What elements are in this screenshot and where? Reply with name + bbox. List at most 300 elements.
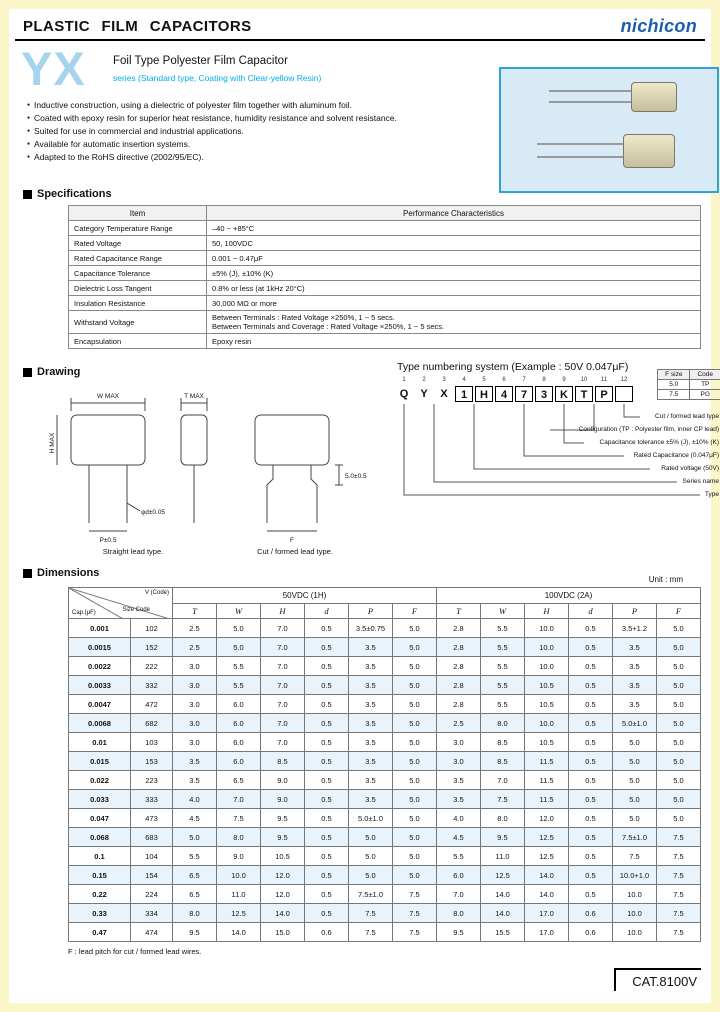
dims-row [69,809,701,828]
dim-value-cell: 5.0 [613,790,657,809]
dimensions-table [68,587,701,942]
section-square-icon [23,368,32,377]
spec-value-line: 0.8% or less (at 1kHz 20°C) [212,283,305,293]
capacitor-photo [515,129,711,175]
size-code-cell: 223 [131,771,173,790]
feature-item: ● Suited for use in commercial and industrial applications. [27,125,489,138]
size-code-cell: 332 [131,676,173,695]
spec-row [69,311,701,334]
dim-value-cell: 0.5 [305,904,349,923]
dim-value-cell: 0.5 [305,885,349,904]
dim-col-header: W [481,604,525,619]
dim-value-cell: 3.0 [173,714,217,733]
spec-col-performance: Performance Characteristics [207,206,701,221]
spec-header-row [69,206,701,221]
dims-row [69,676,701,695]
dim-value-cell: 7.5 [613,847,657,866]
spec-row [69,236,701,251]
page-header [15,13,705,41]
cap-value-cell: 0.068 [69,828,131,847]
tn-label-configuration: Configuration (TP : Polyester film, inner CP lead) [578,426,719,433]
dim-d: φd±0.05 [141,509,166,516]
position-number: 12 [620,377,628,383]
dim-f: F [290,537,294,544]
fsize-col: F size [658,370,690,380]
dim-value-cell: 10.5 [525,676,569,695]
dim-value-cell: 0.5 [569,752,613,771]
dim-value-cell: 11.0 [481,847,525,866]
dim-value-cell: 0.5 [569,847,613,866]
position-number: 5 [482,377,486,383]
position-number: 3 [442,377,446,383]
spec-value-cell [207,281,701,296]
dim-value-cell: 0.6 [305,923,349,942]
dimensions-footnote: F : lead pitch for cut / formed lead wires. [68,947,202,956]
spec-value-cell [207,221,701,236]
corner-voltage-label: V (Code) [144,590,169,596]
dim-value-cell: 0.5 [569,657,613,676]
cap-value-cell: 0.0047 [69,695,131,714]
dim-value-cell: 7.5 [657,828,701,847]
corner-size-label: Size Code [122,607,150,613]
group-header-50v: 50VDC (1H) [173,588,437,604]
dim-value-cell: 5.0 [657,790,701,809]
dim-value-cell: 7.0 [261,657,305,676]
outline-drawing [45,385,381,557]
dim-value-cell: 5.0 [657,676,701,695]
dim-value-cell: 0.5 [569,828,613,847]
dim-value-cell: 14.0 [525,885,569,904]
position-number: 10 [580,377,588,383]
dim-value-cell: 5.0 [393,638,437,657]
section-title-drawing: Drawing [37,366,81,378]
dim-value-cell: 5.0 [393,866,437,885]
dim-value-cell: 8.0 [217,828,261,847]
dim-col-header: P [613,604,657,619]
corner-header [69,588,173,619]
dim-value-cell: 10.5 [525,733,569,752]
dim-value-cell: 5.5 [217,657,261,676]
unit-note: Unit : mm [648,575,683,584]
cap-value-cell: 0.0033 [69,676,131,695]
spec-value-cell [207,266,701,281]
capacitor-photo [519,79,709,119]
dim-value-cell: 3.0 [173,695,217,714]
dim-value-cell: 0.5 [569,733,613,752]
series-subtitle: Foil Type Polyester Film Capacitor [113,55,288,67]
dim-value-cell: 14.0 [217,923,261,942]
dim-value-cell: 8.5 [261,752,305,771]
fsize-row [658,390,720,400]
dims-row [69,904,701,923]
feature-item: ● Inductive construction, using a dielectric of polyester film together with aluminum foil. [27,99,489,112]
dim-value-cell: 5.0 [657,809,701,828]
dim-value-cell: 10.5 [525,695,569,714]
section-dimensions [23,567,99,579]
feature-item: ● Adapted to the RoHS directive (2002/95/EC). [27,151,489,164]
lead-wire [537,143,623,145]
code-char: T [575,386,593,402]
dim-value-cell: 5.0 [393,619,437,638]
specifications-table [68,205,701,349]
catalog-number: CAT.8100V [614,968,701,991]
spec-row [69,266,701,281]
code-char: Y [420,388,428,400]
spec-value-cell [207,334,701,349]
dim-value-cell: 5.0 [217,619,261,638]
dim-value-cell: 17.0 [525,923,569,942]
dim-value-cell: 7.5 [657,847,701,866]
fsize-header-row [658,370,720,380]
dim-value-cell: 7.5 [657,923,701,942]
dim-value-cell: 11.0 [217,885,261,904]
corner-cap-label: Cap.(μF) [72,610,96,616]
spec-row [69,221,701,236]
code-char: X [440,388,448,400]
size-code-cell: 334 [131,904,173,923]
dim-value-cell: 12.0 [261,866,305,885]
dim-value-cell: 9.5 [261,828,305,847]
dim-value-cell: 5.0 [613,733,657,752]
dim-value-cell: 4.0 [173,790,217,809]
brand-logo: nichicon [620,15,697,36]
tn-label-lead-type: Cut / formed lead type [655,413,719,420]
dim-value-cell: 10.0 [613,904,657,923]
spec-row [69,296,701,311]
lead-wire [537,156,623,158]
section-square-icon [23,569,32,578]
size-code-cell: 103 [131,733,173,752]
dim-value-cell: 7.5±1.0 [349,885,393,904]
product-photo [499,67,719,193]
code-char [615,386,633,402]
dim-value-cell: 7.5 [349,904,393,923]
dim-value-cell: 10.0 [525,714,569,733]
dim-value-cell: 5.0 [613,771,657,790]
dim-value-cell: 0.5 [305,676,349,695]
spec-value-line: Epoxy resin [212,336,252,346]
dims-row [69,866,701,885]
capacitor-body [623,134,675,168]
dim-value-cell: 0.5 [569,885,613,904]
dim-value-cell: 0.5 [305,619,349,638]
dim-value-cell: 7.5±1.0 [613,828,657,847]
size-code-cell: 683 [131,828,173,847]
dims-row [69,619,701,638]
dim-value-cell: 5.0±1.0 [613,714,657,733]
dim-value-cell: 3.5 [349,657,393,676]
dim-value-cell: 6.0 [437,866,481,885]
dim-value-cell: 5.0±1.0 [349,809,393,828]
dim-value-cell: 5.5 [481,638,525,657]
caption-formed-lead: Cut / formed lead type. [257,547,333,556]
dim-value-cell: 3.5 [437,771,481,790]
dim-value-cell: 5.0 [393,657,437,676]
dim-value-cell: 11.5 [525,771,569,790]
position-number: 9 [562,377,566,383]
tn-label-type: Type [704,491,719,498]
dim-value-cell: 3.5 [349,771,393,790]
spec-value-cell [207,251,701,266]
dim-value-cell: 0.5 [305,752,349,771]
dim-value-cell: 6.5 [217,771,261,790]
cap-value-cell: 0.22 [69,885,131,904]
dim-value-cell: 5.5 [173,847,217,866]
dim-value-cell: 3.5±0.75 [349,619,393,638]
dim-value-cell: 4.5 [173,809,217,828]
dim-value-cell: 3.0 [437,733,481,752]
section-title-specifications: Specifications [37,188,112,200]
dim-value-cell: 7.5 [217,809,261,828]
dim-value-cell: 4.5 [437,828,481,847]
dim-value-cell: 12.5 [525,847,569,866]
dim-value-cell: 5.0 [613,752,657,771]
dim-value-cell: 9.5 [481,828,525,847]
spec-value-cell [207,236,701,251]
dim-value-cell: 5.0 [349,847,393,866]
dim-value-cell: 7.5 [393,923,437,942]
dim-value-cell: 5.0 [657,771,701,790]
dim-value-cell: 5.0 [393,790,437,809]
dim-value-cell: 3.5 [173,771,217,790]
dim-value-cell: 7.5 [393,885,437,904]
cap-value-cell: 0.1 [69,847,131,866]
spec-item-cell: Rated Voltage [69,236,207,251]
code-char: P [595,386,613,402]
dim-value-cell: 0.5 [305,809,349,828]
code-value: TP [690,380,720,390]
cap-value-cell: 0.0015 [69,638,131,657]
dim-value-cell: 6.0 [217,695,261,714]
position-numbers [395,377,633,383]
cap-value-cell: 0.47 [69,923,131,942]
dim-value-cell: 15.0 [261,923,305,942]
spec-col-item: Item [69,206,207,221]
dim-col-header: H [525,604,569,619]
size-code-cell: 102 [131,619,173,638]
dim-col-header: P [349,604,393,619]
position-number: 1 [402,377,406,383]
dim-value-cell: 11.5 [525,790,569,809]
dim-value-cell: 5.0 [657,657,701,676]
dim-value-cell: 2.8 [437,619,481,638]
dim-value-cell: 2.5 [437,714,481,733]
feature-item: ● Coated with epoxy resin for superior heat resistance, humidity resistance and solvent resistance. [27,112,489,125]
dim-value-cell: 12.5 [481,866,525,885]
dim-value-cell: 6.0 [217,752,261,771]
dim-value-cell: 0.5 [305,733,349,752]
code-char: K [555,386,573,402]
spec-value-cell [207,296,701,311]
lead-wire [549,90,631,92]
dim-value-cell: 10.0 [525,619,569,638]
dim-value-cell: 6.5 [173,885,217,904]
dim-col-header: F [393,604,437,619]
dim-value-cell: 3.5 [349,733,393,752]
size-code-cell: 333 [131,790,173,809]
size-code-cell: 473 [131,809,173,828]
dim-value-cell: 3.5 [349,714,393,733]
caption-straight-lead: Straight lead type. [102,547,164,556]
spec-item-cell: Rated Capacitance Range [69,251,207,266]
fsize-value: 5.0 [658,380,690,390]
dim-value-cell: 7.5 [657,866,701,885]
position-number: 8 [542,377,546,383]
dim-value-cell: 0.5 [569,619,613,638]
dim-value-cell: 11.5 [525,752,569,771]
spec-table-body [69,221,701,349]
dim-value-cell: 3.5 [613,695,657,714]
dim-value-cell: 10.0 [525,657,569,676]
group-header-100v: 100VDC (2A) [437,588,701,604]
dim-value-cell: 5.0 [657,714,701,733]
section-square-icon [23,190,32,199]
section-specifications [23,188,112,200]
dim-value-cell: 0.5 [305,695,349,714]
dim-value-cell: 7.5 [657,885,701,904]
dim-value-cell: 5.5 [481,619,525,638]
dim-value-cell: 10.0 [613,885,657,904]
spec-item-cell: Withstand Voltage [69,311,207,334]
dims-row [69,733,701,752]
dim-value-cell: 5.5 [481,676,525,695]
dim-value-cell: 10.5 [261,847,305,866]
page-title: PLASTIC FILM CAPACITORS [23,17,252,35]
cap-value-cell: 0.15 [69,866,131,885]
spec-item-cell: Capacitance Tolerance [69,266,207,281]
dim-value-cell: 5.0 [657,695,701,714]
spec-value-line: Between Terminals and Coverage : Rated Voltage ×250%, 1 ~ 5 secs. [212,322,445,331]
spec-item-cell: Category Temperature Range [69,221,207,236]
dims-row [69,638,701,657]
dim-col-header: H [261,604,305,619]
dim-value-cell: 3.5 [173,752,217,771]
fsize-value: 7.5 [658,390,690,400]
tn-label-series: Series name [682,478,719,485]
code-value: PG [690,390,720,400]
cap-value-cell: 0.0022 [69,657,131,676]
cap-value-cell: 0.33 [69,904,131,923]
dim-value-cell: 3.5 [613,657,657,676]
cap-value-cell: 0.047 [69,809,131,828]
dim-value-cell: 14.0 [261,904,305,923]
dim-value-cell: 0.5 [305,828,349,847]
dim-value-cell: 5.5 [217,676,261,695]
dim-value-cell: 12.5 [525,828,569,847]
dim-value-cell: 3.5+1.2 [613,619,657,638]
dims-row [69,752,701,771]
code-char: H [475,386,493,402]
dims-row [69,847,701,866]
dim-lead-length: 5.0±0.5 [345,473,367,480]
dim-value-cell: 5.0 [349,866,393,885]
spec-row [69,281,701,296]
dim-value-cell: 6.5 [173,866,217,885]
dim-value-cell: 7.0 [261,695,305,714]
series-code: YX [21,42,86,95]
dim-value-cell: 10.0 [217,866,261,885]
spec-value-line: Between Terminals : Rated Voltage ×250%, 1 ~ 5 secs. [212,313,395,322]
cap-value-cell: 0.033 [69,790,131,809]
feature-list [27,99,489,164]
dim-value-cell: 5.0 [393,847,437,866]
spec-value-line: 30,000 MΩ or more [212,298,277,308]
size-code-cell: 474 [131,923,173,942]
dim-col-header: T [173,604,217,619]
dim-value-cell: 3.5 [613,676,657,695]
spec-row [69,334,701,349]
dim-value-cell: 17.0 [525,904,569,923]
dim-value-cell: 0.5 [305,790,349,809]
dim-value-cell: 5.5 [481,695,525,714]
dim-value-cell: 3.0 [173,657,217,676]
dim-w-max: W MAX [96,393,120,400]
dim-value-cell: 7.5 [657,904,701,923]
size-code-cell: 153 [131,752,173,771]
code-char: 3 [535,386,553,402]
dim-h-max: H MAX [49,432,56,454]
dim-value-cell: 8.0 [481,809,525,828]
dim-value-cell: 2.8 [437,638,481,657]
dim-value-cell: 9.0 [217,847,261,866]
dim-value-cell: 7.5 [349,923,393,942]
dim-value-cell: 7.0 [217,790,261,809]
fsize-row [658,380,720,390]
code-col: Code [690,370,720,380]
dim-value-cell: 10.0 [613,923,657,942]
dim-value-cell: 5.0 [393,676,437,695]
fsize-code-table [657,369,720,400]
dim-value-cell: 0.5 [305,866,349,885]
dim-value-cell: 0.6 [569,904,613,923]
dim-value-cell: 15.5 [481,923,525,942]
dim-value-cell: 10.0 [525,638,569,657]
cap-value-cell: 0.01 [69,733,131,752]
position-number: 6 [502,377,506,383]
dim-value-cell: 14.0 [481,885,525,904]
dim-value-cell: 6.0 [217,733,261,752]
dim-value-cell: 8.0 [173,904,217,923]
dim-value-cell: 9.5 [261,809,305,828]
spec-item-cell: Dielectric Loss Tangent [69,281,207,296]
type-numbering-diagram [395,371,720,545]
dim-value-cell: 5.0 [393,714,437,733]
dim-value-cell: 5.0 [393,752,437,771]
dim-value-cell: 7.0 [481,771,525,790]
dim-value-cell: 0.6 [569,923,613,942]
size-code-cell: 222 [131,657,173,676]
size-code-cell: 472 [131,695,173,714]
section-drawing [23,366,80,378]
dim-value-cell: 2.8 [437,695,481,714]
dim-value-cell: 0.5 [569,866,613,885]
dim-value-cell: 14.0 [525,866,569,885]
position-number: 11 [600,377,608,383]
dim-value-cell: 7.0 [261,638,305,657]
dim-value-cell: 2.5 [173,619,217,638]
dim-p: P±0.5 [99,537,117,544]
dim-value-cell: 5.5 [437,847,481,866]
dims-group-row [69,588,701,604]
dim-value-cell: 2.8 [437,676,481,695]
size-code-cell: 224 [131,885,173,904]
tn-label-voltage: Rated voltage (50V) [661,465,719,472]
dims-row [69,714,701,733]
spec-row [69,251,701,266]
dim-value-cell: 3.5 [437,790,481,809]
dim-value-cell: 3.5 [349,638,393,657]
feature-item: ● Available for automatic insertion systems. [27,138,489,151]
